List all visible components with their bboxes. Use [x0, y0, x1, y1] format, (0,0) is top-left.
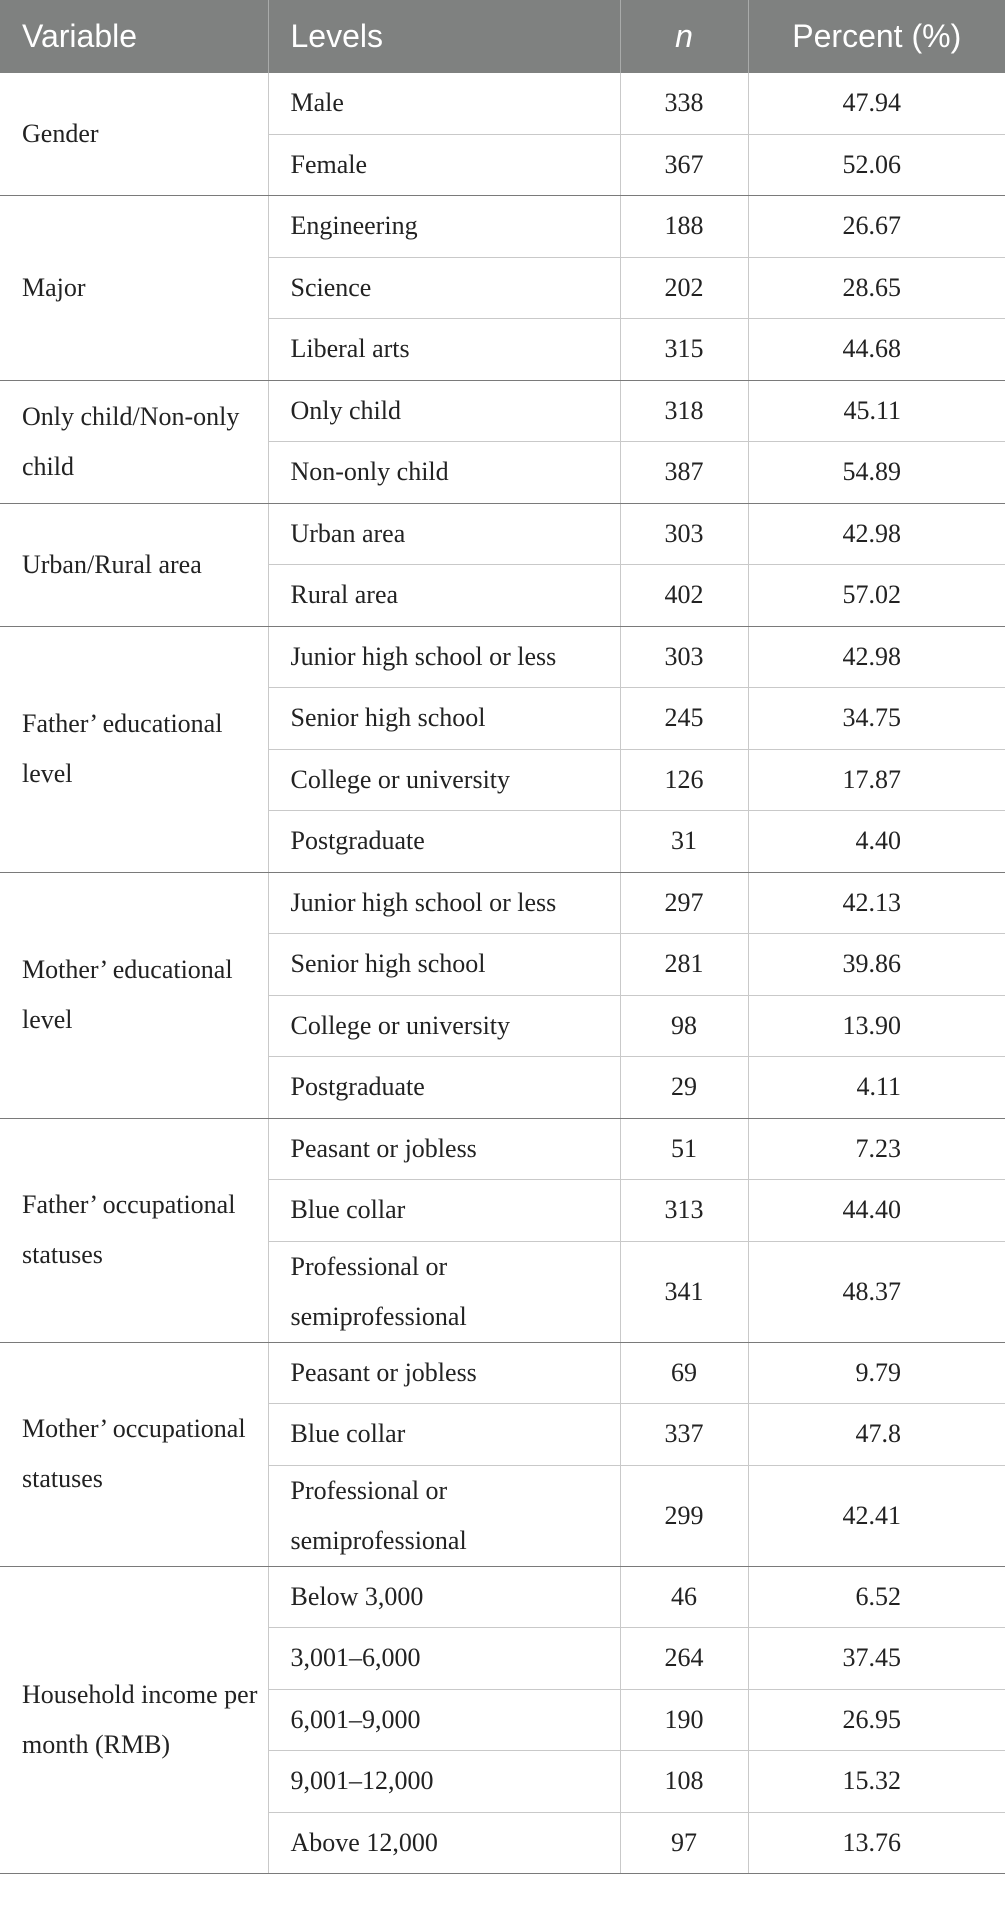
n-cell: 402: [620, 565, 748, 627]
n-cell: 190: [620, 1689, 748, 1751]
percent-cell: 6.52: [748, 1566, 1005, 1628]
header-variable: Variable: [0, 0, 268, 73]
table-body: [0, 73, 1005, 1874]
n-cell: 264: [620, 1628, 748, 1690]
table-row: [0, 73, 1005, 134]
level-cell: Liberal arts: [268, 319, 620, 381]
table-row: [0, 1566, 1005, 1628]
table-row: [0, 872, 1005, 934]
variable-cell: Mother’ educational level: [0, 872, 268, 1118]
percent-cell: 42.41: [748, 1465, 1005, 1566]
n-cell: 46: [620, 1566, 748, 1628]
level-cell: Peasant or jobless: [268, 1118, 620, 1180]
percent-cell: 48.37: [748, 1241, 1005, 1342]
n-cell: 367: [620, 134, 748, 196]
percent-cell: 26.67: [748, 196, 1005, 258]
table-row: [0, 1118, 1005, 1180]
n-cell: 108: [620, 1751, 748, 1813]
level-cell: College or university: [268, 749, 620, 811]
n-cell: 299: [620, 1465, 748, 1566]
level-cell: Female: [268, 134, 620, 196]
n-cell: 188: [620, 196, 748, 258]
percent-cell: 44.40: [748, 1180, 1005, 1242]
percent-cell: 42.13: [748, 872, 1005, 934]
percent-cell: 7.23: [748, 1118, 1005, 1180]
level-cell: College or university: [268, 995, 620, 1057]
n-cell: 313: [620, 1180, 748, 1242]
level-cell: Male: [268, 73, 620, 134]
percent-cell: 4.40: [748, 811, 1005, 873]
variable-cell: Father’ educational level: [0, 626, 268, 872]
n-cell: 97: [620, 1812, 748, 1874]
n-cell: 387: [620, 442, 748, 504]
percent-cell: 39.86: [748, 934, 1005, 996]
level-cell: 6,001–9,000: [268, 1689, 620, 1751]
variable-cell: Father’ occupational statuses: [0, 1118, 268, 1342]
percent-cell: 42.98: [748, 626, 1005, 688]
n-cell: 315: [620, 319, 748, 381]
percent-cell: 52.06: [748, 134, 1005, 196]
level-cell: Urban area: [268, 503, 620, 565]
n-cell: 281: [620, 934, 748, 996]
level-cell: 3,001–6,000: [268, 1628, 620, 1690]
level-cell: Non-only child: [268, 442, 620, 504]
n-cell: 338: [620, 73, 748, 134]
n-cell: 341: [620, 1241, 748, 1342]
n-cell: 31: [620, 811, 748, 873]
level-cell: Postgraduate: [268, 1057, 620, 1119]
header-percent: Percent (%): [748, 0, 1005, 73]
variable-cell: Urban/Rural area: [0, 503, 268, 626]
percent-cell: 9.79: [748, 1342, 1005, 1404]
percent-cell: 26.95: [748, 1689, 1005, 1751]
percent-cell: 15.32: [748, 1751, 1005, 1813]
level-cell: Postgraduate: [268, 811, 620, 873]
percent-cell: 42.98: [748, 503, 1005, 565]
level-cell: Below 3,000: [268, 1566, 620, 1628]
header-n: n: [620, 0, 748, 73]
percent-cell: 37.45: [748, 1628, 1005, 1690]
percent-cell: 57.02: [748, 565, 1005, 627]
variable-cell: Only child/Non-only child: [0, 380, 268, 503]
n-cell: 303: [620, 503, 748, 565]
percent-cell: 28.65: [748, 257, 1005, 319]
variable-cell: Major: [0, 196, 268, 381]
level-cell: Professional or semiprofessional: [268, 1465, 620, 1566]
table-header: [0, 0, 1005, 73]
level-cell: Junior high school or less: [268, 872, 620, 934]
percent-cell: 47.8: [748, 1404, 1005, 1466]
n-cell: 202: [620, 257, 748, 319]
variable-cell: Gender: [0, 73, 268, 196]
percent-cell: 44.68: [748, 319, 1005, 381]
variable-cell: Mother’ occupational statuses: [0, 1342, 268, 1566]
percent-cell: 17.87: [748, 749, 1005, 811]
table-row: [0, 503, 1005, 565]
level-cell: Senior high school: [268, 688, 620, 750]
table-row: [0, 1342, 1005, 1404]
header-row: [0, 0, 1005, 73]
table-row: [0, 626, 1005, 688]
percent-cell: 4.11: [748, 1057, 1005, 1119]
n-cell: 318: [620, 380, 748, 442]
n-cell: 245: [620, 688, 748, 750]
level-cell: Junior high school or less: [268, 626, 620, 688]
n-cell: 303: [620, 626, 748, 688]
percent-cell: 45.11: [748, 380, 1005, 442]
n-cell: 29: [620, 1057, 748, 1119]
n-cell: 51: [620, 1118, 748, 1180]
level-cell: Above 12,000: [268, 1812, 620, 1874]
percent-cell: 47.94: [748, 73, 1005, 134]
level-cell: Blue collar: [268, 1180, 620, 1242]
level-cell: Rural area: [268, 565, 620, 627]
table-row: [0, 380, 1005, 442]
n-cell: 98: [620, 995, 748, 1057]
percent-cell: 34.75: [748, 688, 1005, 750]
variable-cell: Household income per month (RMB): [0, 1566, 268, 1874]
n-cell: 297: [620, 872, 748, 934]
level-cell: Senior high school: [268, 934, 620, 996]
level-cell: Engineering: [268, 196, 620, 258]
table-row: [0, 196, 1005, 258]
level-cell: Professional or semiprofessional: [268, 1241, 620, 1342]
percent-cell: 13.90: [748, 995, 1005, 1057]
n-cell: 126: [620, 749, 748, 811]
n-cell: 69: [620, 1342, 748, 1404]
level-cell: Blue collar: [268, 1404, 620, 1466]
n-cell: 337: [620, 1404, 748, 1466]
header-levels: Levels: [268, 0, 620, 73]
level-cell: Only child: [268, 380, 620, 442]
level-cell: Peasant or jobless: [268, 1342, 620, 1404]
percent-cell: 13.76: [748, 1812, 1005, 1874]
percent-cell: 54.89: [748, 442, 1005, 504]
level-cell: 9,001–12,000: [268, 1751, 620, 1813]
level-cell: Science: [268, 257, 620, 319]
